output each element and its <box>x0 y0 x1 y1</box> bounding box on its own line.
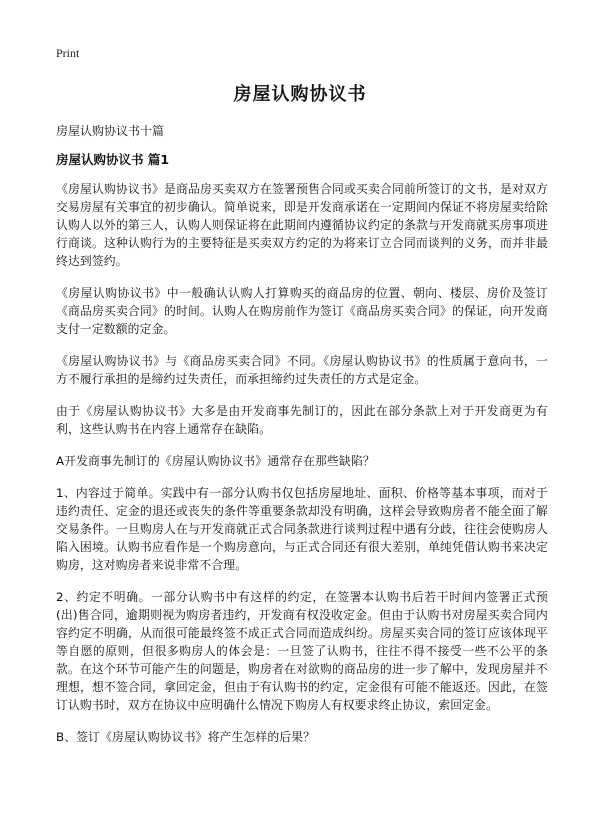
paragraph-contents: 《房屋认购协议书》中一般确认认购人打算购买的商品房的位置、朝向、楼层、房价及签订《商品房买卖合同》的时间。认购人在购房前作为签订《商品房买卖合同》的保证，向开发商支付一定数额的定金。 <box>56 286 548 336</box>
question-b: B、签订《房屋认购协议书》将产生怎样的后果？ <box>56 730 316 744</box>
paragraph-difference: 《房屋认购协议书》与《商品房买卖合同》不同。《房屋认购协议书》的性质属于意向书，一方不履行承担的是缔约过失责任，而承担缔约过失责任的方式是定金。 <box>56 354 548 386</box>
question-a: A开发商事先制订的《房屋认购协议书》通常存在那些缺陷？ <box>56 454 375 468</box>
paragraph-definition: 《房屋认购协议书》是商品房买卖双方在签署预售合同或买卖合同前所签订的文书，是对双方交易房屋有关事宜的初步确认。简单说来，即是开发商承诺在一定期间内保证不将房屋卖给除认购人以外的第三人，认购人则保证将在此期间内遵循协议约定的条款与开发商就买房事项进行商谈。这种认购行为的主要特征是买卖双方约定的为将来订立合同而谈判的义务，而并非最终达到签约。 <box>56 182 548 268</box>
document-body <box>56 180 548 760</box>
paragraph-point-1: 1、内容过于简单。实践中有一部分认购书仅包括房屋地址、面积、价格等基本事项，而对于违约责任、定金的退还或丧失的条件等重要条款却没有明确，这样会导致购房者不能全面了解交易条件。一旦购房人在与开发商就正式合同条款进行谈判过程中遇有分歧，往往会使购房人陷入困境。认购书应看作是一个购房意向，与正式合同还有很大差别，单纯凭借认购书来决定购房，这对购房者来说非常不合理。 <box>56 486 548 572</box>
print-link[interactable]: Print <box>56 46 80 60</box>
page-title: 房屋认购协议书 <box>233 84 367 105</box>
section-heading: 房屋认购协议书 篇1 <box>56 152 170 167</box>
paragraph-drafting: 由于《房屋认购协议书》大多是由开发商事先制订的，因此在部分条款上对于开发商更为有利，这些认购书在内容上通常存在缺陷。 <box>56 404 548 436</box>
document-subtitle: 房屋认购协议书十篇 <box>56 124 165 138</box>
paragraph-point-2: 2、约定不明确。一部分认购书中有这样的约定，在签署本认购书后若干时间内签署正式预(出)售合同，逾期则视为购房者违约，开发商有权没收定金。但由于认购书对房屋买卖合同内容约定不明确，从而很可能最终签不成正式合同而造成纠纷。房屋买卖合同的签订应该体现平等自愿的原则，但很多购房人的体会是：一旦签了认购书，往往不得不接受一些不公平的条款。在这个环节可能产生的问题是，购房者在对欲购的商品房的进一步了解中，发现房屋并不理想，想不签合同，拿回定金，但由于有认购书的约定，定金很有可能不能返还。因此，在签订认购书时，双方在协议中应明确什么情况下购房人有权要求终止协议，索回定金。 <box>56 590 548 712</box>
